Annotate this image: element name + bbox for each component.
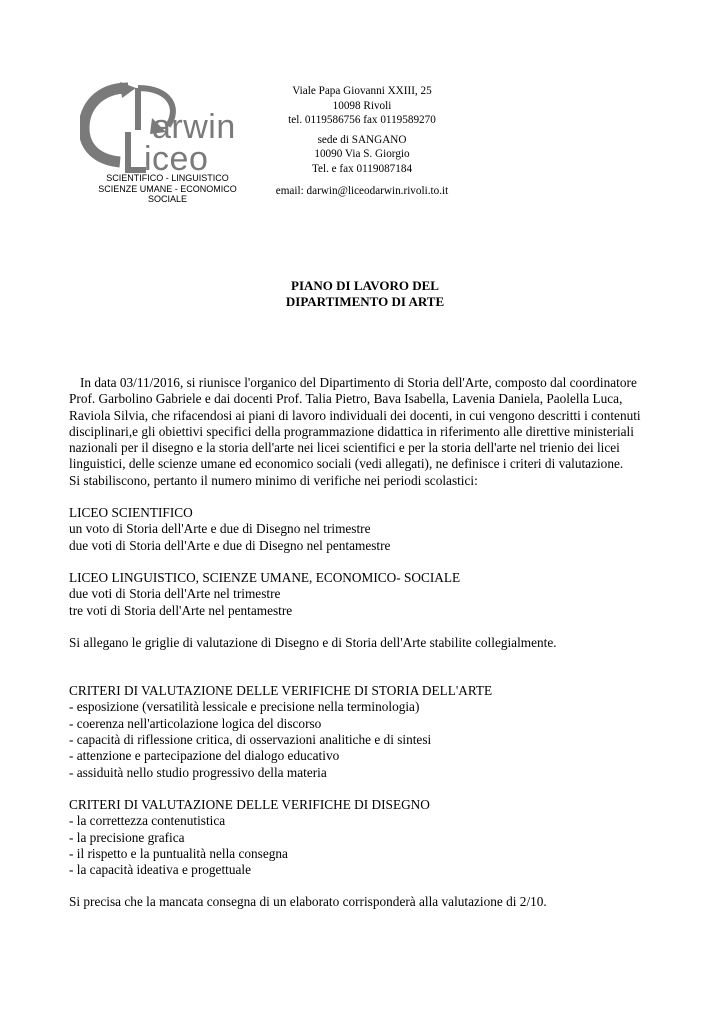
criteri-disegno-heading: CRITERI DI VALUTAZIONE DELLE VERIFICHE DI DISEGNO [69,796,430,812]
address-branch-phone: Tel. e fax 0119087184 [311,162,413,175]
allegati-note: Si allegano le griglie di valutazione di Disegno e di Storia dell'Arte stabilite collegialmente. [69,634,557,650]
criteri-storia-item: - esposizione (versatilità lessicale e precisione nella terminologia) [69,699,420,715]
criteri-storia-item: - attenzione e partecipazione del dialogo educativo [69,748,340,764]
document-body [69,375,664,911]
criteri-disegno-item: - la correttezza contenutistica [69,813,226,829]
address-street: Viale Papa Giovanni XXIII, 25 [292,85,432,97]
document-title [220,278,510,310]
criteri-storia-heading: CRITERI DI VALUTAZIONE DELLE VERIFICHE DI STORIA DELL'ARTE [69,683,493,699]
criteri-storia-item: - coerenza nell'articolazione logica del discorso [69,715,322,731]
school-logo [80,78,255,204]
criteri-disegno-item: - la capacità ideativa e progettuale [69,862,251,878]
criteri-disegno-item: - la precisione grafica [69,829,185,845]
logo-word-iceo: iceo [144,140,209,178]
address-city: 10098 Rivoli [332,99,392,112]
linguistico-line-2: tre voti di Storia dell'Arte nel pentamestre [69,602,293,618]
intro-closing: Si stabiliscono, pertanto il numero minimo di verifiche nei periodi scolastici: [69,472,478,488]
intro-paragraph: In data 03/11/2016, si riunisce l'organico del Dipartimento di Storia dell'Arte, composto dal coordinatore Prof. Garbolino Gabriele e dai docenti Prof. Talia Pietro, Bava Isabella, Lavenia Daniela, Paolella Luca, Raviola Silvia, che rifacendosi ai piani di lavoro individuali dei docenti, in cui vengono descritti i contenuti disciplinari,e gli obiettivi specifici della programmazione didattica in riferimento alle direttive ministeriali nazionali per il disegno e la storia dell'arte nei licei scientifici e per la storia dell'arte nel trienio dei licei linguistici, delle scienze umane ed economico sociali (vedi allegati), ne definisce i criteri di valutazione. [69,375,641,472]
address-phone: tel. 0119586756 fax 0119589270 [288,114,436,126]
title-line-2: DIPARTIMENTO DI ARTE [285,294,445,309]
school-address [262,84,462,199]
scientifico-line-2: due voti di Storia dell'Arte e due di Disegno nel pentamestre [69,537,391,553]
logo-subtitle-1: SCIENTIFICO - LINGUISTICO [106,173,229,183]
logo-word-arwin: arwin [152,108,236,146]
logo-subtitle-2: SCIENZE UMANE - ECONOMICO SOCIALE [98,184,237,204]
criteri-storia-item: - assiduità nello studio progressivo della materia [69,764,327,780]
linguistico-line-1: due voti di Storia dell'Arte nel trimestre [69,586,281,602]
address-branch-street: 10090 Via S. Giorgio [314,148,410,160]
criteri-storia-item: - capacità di riflessione critica, di osservazioni analitiche e di sintesi [69,732,432,748]
criteri-disegno-item: - il rispetto e la puntualità nella consegna [69,845,288,861]
linguistico-heading: LICEO LINGUISTICO, SCIENZE UMANE, ECONOMICO- SOCIALE [69,569,461,585]
scientifico-line-1: un voto di Storia dell'Arte e due di Disegno nel trimestre [69,521,371,537]
address-branch: sede di SANGANO [317,133,407,146]
scientifico-heading: LICEO SCIENTIFICO [69,505,193,521]
title-line-1: PIANO DI LAVORO DEL [291,278,439,293]
conclusion-note: Si precisa che la mancata consegna di un elaborato corrisponderà alla valutazione di 2/10. [69,894,547,910]
address-email: email: darwin@liceodarwin.rivoli.to.it [275,185,449,197]
